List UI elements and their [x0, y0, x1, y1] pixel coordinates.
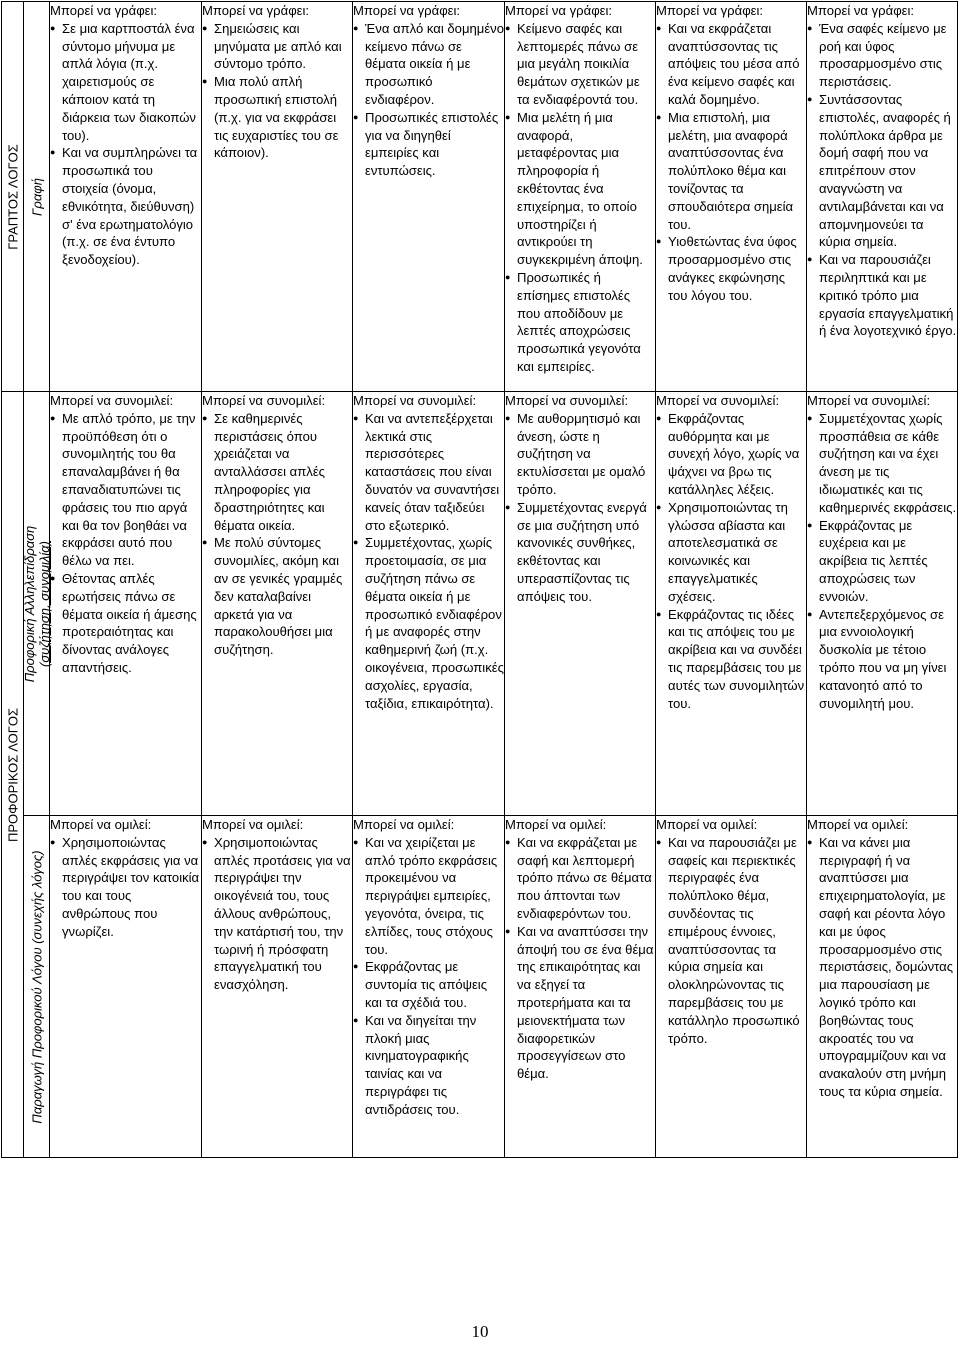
cell-heading: Μπορεί να ομιλεί: — [505, 817, 607, 832]
bullet-list — [656, 20, 806, 305]
bullet-item: ● Συμμετέχοντας, χωρίς προετοιμασία, σε μια συζήτηση πάνω σε θέματα οικεία ή με προσωπικό ενδιαφέρον ή με αναφορές στην καθημερινή ζωή (π.χ. οικογένεια, προσωπικές ασχολίες, εργασία, ταξίδια, επικαιρότητα). — [353, 534, 504, 712]
bullet-item: ● Σημειώσεις και μηνύματα με απλό και σύντομο τρόπο. — [202, 20, 352, 73]
bullet-list — [353, 20, 504, 180]
interaction-label-line2: (συζήτηση, συνομιλία) — [36, 540, 52, 667]
cell-heading: Μπορεί να γράφει: — [202, 3, 310, 18]
level-cell — [656, 816, 807, 1158]
level-cell — [50, 392, 202, 816]
bullet-list — [50, 834, 201, 941]
bullet-item: ● Και να παρουσιάζει με σαφείς και περιεκτικές περιγραφές ένα πολύπλοκο θέμα, συνδέοντας τις επιμέρους έννοιες, αναπτύσσοντας τα κύρια σημεία και ολοκληρώνοντας τις παρεμβάσεις του με κατάλληλο προσωπικό τρόπο. — [656, 834, 806, 1048]
bullet-item: ● Σε καθημερινές περιστάσεις όπου χρειάζεται να ανταλλάσσει απλές πληροφορίες για δραστηριότητες και θέματα οικεία. — [202, 410, 352, 535]
writing-row — [2, 2, 958, 392]
bullet-item: ● Υιοθετώντας ένα ύφος προσαρμοσμένο στις ανάγκες εκφώνησης του λόγου του. — [656, 233, 806, 304]
bullet-item: ● Προσωπικές επιστολές για να διηγηθεί εμπειρίες και εντυπώσεις. — [353, 109, 504, 180]
cell-heading: Μπορεί να γράφει: — [50, 3, 158, 18]
cell-heading: Μπορεί να συνομιλεί: — [202, 393, 326, 408]
level-cell — [50, 816, 202, 1158]
production-label-cell — [24, 816, 50, 1158]
bullet-list — [353, 410, 504, 713]
writing-label: Γραφή — [29, 177, 44, 216]
bullet-list — [505, 410, 655, 606]
bullet-item: ● Με αυθορμητισμό και άνεση, ώστε η συζήτηση να εκτυλίσσεται με ομαλό τρόπο. — [505, 410, 655, 499]
level-cell — [505, 392, 656, 816]
bullet-list — [656, 410, 806, 713]
bullet-item: ● Εκφράζοντας τις ιδέες και τις απόψεις του με ακρίβεια και να συνδέει τις παρεμβάσεις του με αυτές των συνομιλητών του. — [656, 606, 806, 713]
bullet-item: ● Και να συμπληρώνει τα προσωπικά του στοιχεία (όνομα, εθνικότητα, διεύθυνση) σ' ένα ερωτηματολόγιο (π.χ. σε ένα έντυπο ξενοδοχείου). — [50, 144, 201, 269]
bullet-item: ● Και να εκφράζεται με σαφή και λεπτομερή τρόπο πάνω σε θέματα που άπτονται των ενδιαφερόντων του. — [505, 834, 655, 923]
level-cell — [807, 816, 958, 1158]
bullet-item: ● Μια επιστολή, μια μελέτη, μια αναφορά αναπτύσσοντας ένα πολύπλοκο θέμα και τονίζοντας τα σπουδαιότερα σημεία του. — [656, 109, 806, 234]
cell-heading: Μπορεί να συνομιλεί: — [807, 393, 931, 408]
interaction-label-cell — [21, 392, 52, 816]
level-cell — [353, 392, 505, 816]
bullet-item: ● Και να παρουσιάζει περιληπτικά και με κριτικό τρόπο μια εργασία επαγγελματική ή ένα λογοτεχνικό έργο. — [807, 251, 957, 340]
bullet-item: ● Εκφράζοντας με ευχέρεια και με ακρίβεια τις λεπτές αποχρώσεις των εννοιών. — [807, 517, 957, 606]
bullet-list — [656, 834, 806, 1048]
bullet-item: ● Εκφράζοντας αυθόρμητα και με συνεχή λόγο, χωρίς να ψάχνει να βρω τις κατάλληλες λέξεις. — [656, 410, 806, 499]
level-cell — [505, 2, 656, 392]
cell-heading: Μπορεί να ομιλεί: — [807, 817, 909, 832]
level-cell — [656, 2, 807, 392]
interaction-label-line1: Προφορική Αλληλεπίδραση — [21, 525, 37, 682]
cell-heading: Μπορεί να γράφει: — [656, 3, 764, 18]
level-cell — [353, 816, 505, 1158]
level-cell — [202, 2, 353, 392]
bullet-list — [807, 20, 957, 340]
production-label: Παραγωγή Προφορικού Λόγου (συνεχής λόγος) — [29, 849, 44, 1124]
bullet-list — [202, 20, 352, 162]
bullet-list — [202, 410, 352, 659]
bullet-item: ● Σε μια καρτποστάλ ένα σύντομο μήνυμα με απλά λόγια (π.χ. χαιρετισμούς σε κάποιον κατά τη διάρκεια των διακοπών του). — [50, 20, 201, 145]
bullet-item: ● Και να αναπτύσσει την άποψή του σε ένα θέμα της επικαιρότητας και να εξηγεί τα προτερήματα και τα μειονεκτήματα των διαφορετικών προσεγγίσεων στο θέμα. — [505, 923, 655, 1083]
page-number: 10 — [471, 1322, 489, 1341]
cell-heading: Μπορεί να ομιλεί: — [50, 817, 152, 832]
bullet-list — [505, 20, 655, 376]
skills-grid-table — [1, 1, 958, 1158]
interaction-label — [22, 525, 52, 682]
cell-heading: Μπορεί να ομιλεί: — [353, 817, 455, 832]
oral-speech-label-cell — [2, 392, 24, 1158]
level-cell — [202, 392, 353, 816]
bullet-item: ● Θέτοντας απλές ερωτήσεις πάνω σε θέματα οικεία ή άμεσης προτεραιότητας και δίνοντας ανάλογες απαντήσεις. — [50, 570, 201, 677]
bullet-item: ● Και να χειρίζεται με απλό τρόπο εκφράσεις προκειμένου να περιγράψει εμπειρίες, γεγονότα, όνειρα, τις ελπίδες, τους στόχους του. — [353, 834, 504, 959]
bullet-list — [505, 834, 655, 1083]
cell-heading: Μπορεί να συνομιλεί: — [656, 393, 780, 408]
oral-speech-label: ΠΡΟΦΟΡΙΚΟΣ ΛΟΓΟΣ — [5, 707, 20, 842]
bullet-item: ● Συντάσσοντας επιστολές, αναφορές ή πολύπλοκα άρθρα με δομή σαφή που να επιτρέπουν στον αναγνώστη να αντιλαμβάνεται και να απομνημονεύει τα κύρια σημεία. — [807, 91, 957, 251]
bullet-list — [807, 410, 957, 713]
production-row — [2, 816, 958, 1158]
cell-heading: Μπορεί να γράφει: — [505, 3, 613, 18]
writing-label-cell — [24, 2, 50, 392]
bullet-item: ● Ένα απλό και δομημένο κείμενο πάνω σε θέματα οικεία ή με προσωπικό ενδιαφέρον. — [353, 20, 504, 109]
bullet-list — [807, 834, 957, 1101]
cell-heading: Μπορεί να γράφει: — [807, 3, 915, 18]
bullet-item: ● Και να εκφράζεται αναπτύσσοντας τις απόψεις του μέσα από ένα κείμενο σαφές και καλά δομημένο. — [656, 20, 806, 109]
bullet-list — [202, 834, 352, 994]
level-cell — [807, 392, 958, 816]
bullet-item: ● Εκφράζοντας με συντομία τις απόψεις και τα σχέδιά του. — [353, 958, 504, 1011]
cell-heading: Μπορεί να γράφει: — [353, 3, 461, 18]
bullet-item: ● Μια μελέτη ή μια αναφορά, μεταφέροντας μια πληροφορία ή εκθέτοντας ένα επιχείρημα, το οποίο υποστηρίζει ή αντικρούει τη συγκεκριμένη άποψη. — [505, 109, 655, 269]
level-cell — [202, 816, 353, 1158]
bullet-list — [50, 410, 201, 677]
bullet-item: ● Κείμενο σαφές και λεπτομερές πάνω σε μια μεγάλη ποικιλία θεμάτων σχετικών με τα ενδιαφέροντά του. — [505, 20, 655, 109]
cell-heading: Μπορεί να ομιλεί: — [202, 817, 304, 832]
level-cell — [807, 2, 958, 392]
level-cell — [353, 2, 505, 392]
bullet-item: ● Και να διηγείται την πλοκή μιας κινηματογραφικής ταινίας και να περιγράφει τις αντιδράσεις του. — [353, 1012, 504, 1119]
bullet-item: ● Μια πολύ απλή προσωπική επιστολή (π.χ. για να εκφράσει τις ευχαριστίες του σε κάποιον). — [202, 73, 352, 162]
level-cell — [656, 392, 807, 816]
interaction-row — [2, 392, 958, 816]
bullet-item: ● Προσωπικές ή επίσημες επιστολές που αποδίδουν με λεπτές αποχρώσεις προσωπικά γεγονότα και εμπειρίες. — [505, 269, 655, 376]
bullet-item: ● Και να αντεπεξέρχεται λεκτικά στις περισσότερες καταστάσεις που είναι δυνατόν να συναντήσει κανείς όταν ταξιδεύει στο εξωτερικό. — [353, 410, 504, 535]
bullet-list — [50, 20, 201, 269]
cell-heading: Μπορεί να συνομιλεί: — [50, 393, 174, 408]
bullet-item: ● Χρησιμοποιώντας απλές εκφράσεις για να περιγράψει τον κατοικία του και τους ανθρώπους που γνωρίζει. — [50, 834, 201, 941]
bullet-item: ● Συμμετέχοντας ενεργά σε μια συζήτηση υπό κανονικές συνθήκες, εκθέτοντας και υπερασπίζοντας τις απόψεις του. — [505, 499, 655, 606]
bullet-item: ● Με πολύ σύντομες συνομιλίες, ακόμη και αν σε γενικές γραμμές δεν καταλαβαίνει αρκετά για να παρακολουθήσει μια συζήτηση. — [202, 534, 352, 659]
cell-heading: Μπορεί να συνομιλεί: — [353, 393, 477, 408]
cell-heading: Μπορεί να ομιλεί: — [656, 817, 758, 832]
written-speech-label: ΓΡΑΠΤΟΣ ΛΟΓΟΣ — [5, 143, 20, 250]
bullet-item: ● Χρησιμοποιώντας τη γλώσσα αβίαστα και αποτελεσματικά σε κοινωνικές και επαγγελματικές σχέσεις. — [656, 499, 806, 606]
level-cell — [50, 2, 202, 392]
written-speech-label-cell — [2, 2, 24, 392]
bullet-item: ● Χρησιμοποιώντας απλές προτάσεις για να περιγράψει την οικογένειά του, τους άλλους ανθρώπους, την κατάρτισή του, την τωρινή ή πρόσφατη επαγγελματική του ενασχόληση. — [202, 834, 352, 994]
bullet-item: ● Συμμετέχοντας χωρίς προσπάθεια σε κάθε συζήτηση και να έχει άνεση με τις ιδιωματικές και τις καθημερινές εκφράσεις. — [807, 410, 957, 517]
bullet-item: ● Αντεπεξερχόμενος σε μια εννοιολογική δυσκολία με τέτοιο τρόπο που να μη γίνει κατανοητό από το συνομιλητή μου. — [807, 606, 957, 713]
bullet-list — [353, 834, 504, 1119]
bullet-item: ● Και να κάνει μια περιγραφή ή να αναπτύσσει μια επιχειρηματολογία, με σαφή και ρέοντα λόγο και με ύφος προσαρμοσμένο στις περιστάσεις, δομώντας μια παρουσίαση με λογικό τρόπο και βοηθώντας τους ακροατές του να υπογραμμίζουν και να ανακαλούν στη μνήμη τους τα κύρια σημεία. — [807, 834, 957, 1101]
bullet-item: ● Ένα σαφές κείμενο με ροή και ύφος προσαρμοσμένο στις περιστάσεις. — [807, 20, 957, 91]
cell-heading: Μπορεί να συνομιλεί: — [505, 393, 629, 408]
bullet-item: ● Με απλό τρόπο, με την προϋπόθεση ότι ο συνομιλητής του θα επαναλαμβάνει ή θα επαναδιατυπώνει τις φράσεις του πιο αργά και θα τον βοηθάει να εκφράσει αυτό που θέλω να πει. — [50, 410, 201, 570]
level-cell — [505, 816, 656, 1158]
